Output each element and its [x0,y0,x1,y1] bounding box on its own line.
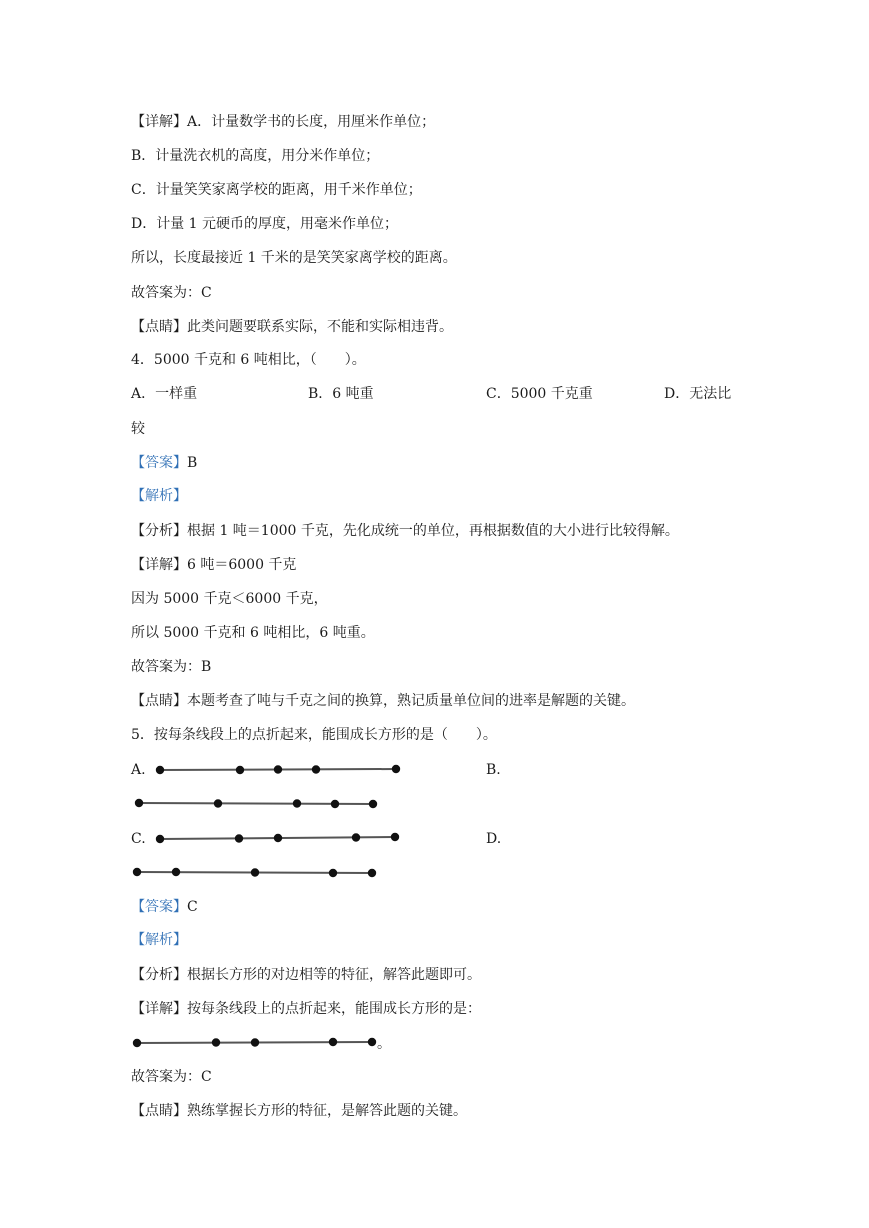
question-4-options [0,384,869,404]
segment-dot [251,1038,259,1046]
q4-answer-value: B [187,455,198,471]
question-5: 5．按每条线段上的点折起来，能围成长方形的是（ ）。 [131,727,497,743]
detail-line-a: 【详解】A．计量数学书的长度，用厘米作单位； [131,114,436,130]
detail-conclusion: 所以，长度最接近 1 千米的是笑笑家离学校的距离。 [131,250,457,266]
segment-dot [135,799,143,807]
segment-dot [133,1039,141,1047]
q4-option-b: B．6 吨重 [308,386,374,402]
answer-tag: 【答案】 [131,455,187,471]
segment-dot [312,765,320,773]
detail-line-d: D．计量 1 元硬币的厚度，用毫米作单位； [131,216,399,232]
tip-line-q3: 【点睛】此类问题要联系实际，不能和实际相违背。 [131,319,453,335]
q4-answer [131,453,197,473]
answer-tag: 【答案】 [131,899,187,915]
segment-dot [251,868,259,876]
q5-option-b-label: B. [486,762,501,778]
q5-final-answer: 故答案为：C [131,1069,212,1085]
segment-dot [133,868,141,876]
q5-analysis-tag: 【解析】 [131,932,187,948]
q5-option-d-label: D. [486,831,502,847]
segment-dot [352,833,360,841]
segment-dot [236,766,244,774]
q4-option-d: D．无法比 [664,386,732,402]
q5-tip: 【点睛】熟练掌握长方形的特征，是解答此题的关键。 [131,1103,467,1119]
q5-option-c-segment [150,830,406,846]
q5-option-a-segment [150,762,406,778]
q4-option-a: A．一样重 [131,386,198,402]
q4-detail-line-2: 因为 5000 千克＜6000 千克， [131,591,328,607]
q5-detail-period: 。 [377,1036,391,1052]
q5-option-d-segment [127,865,383,881]
q5-detail: 【详解】按每条线段上的点折起来，能围成长方形的是： [131,1001,481,1017]
segment-dot [156,835,164,843]
question-4: 4．5000 千克和 6 吨相比，（ ）。 [131,352,366,368]
detail-line-c: C．计量笑笑家离学校的距离，用千米作单位； [131,182,422,198]
segment-dot [156,766,164,774]
segment-dot [329,1038,337,1046]
segment-dot [368,1038,376,1046]
q5-option-b-segment [129,796,385,812]
detail-line-b: B．计量洗衣机的高度，用分米作单位； [131,148,380,164]
q5-detail-segment [127,1035,383,1051]
segment-dot [274,765,282,773]
q4-tip: 【点睛】本题考查了吨与千克之间的换算，熟记质量单位间的进率是解题的关键。 [131,693,635,709]
segment-dot [392,765,400,773]
segment-dot [172,868,180,876]
segment-dot [214,799,222,807]
q4-option-c: C．5000 千克重 [486,386,593,402]
segment-dot [329,869,337,877]
segment-dot [369,800,377,808]
segment-dot [368,869,376,877]
answer-line-q3: 故答案为：C [131,285,212,301]
q5-option-a-label: A. [131,762,146,778]
segment-dot [293,799,301,807]
q4-option-d-wrap: 较 [131,421,145,437]
q5-option-c-label: C. [131,831,146,847]
q4-detail: 【详解】6 吨＝6000 千克 [131,557,297,573]
q5-answer [131,897,198,917]
q4-detail-line-3: 所以 5000 千克和 6 吨相比，6 吨重。 [131,625,375,641]
q4-analysis: 【分析】根据 1 吨＝1000 千克，先化成统一的单位，再根据数值的大小进行比较得解。 [131,523,679,539]
segment-dot [274,834,282,842]
q5-analysis: 【分析】根据长方形的对边相等的特征，解答此题即可。 [131,967,481,983]
segment-dot [235,834,243,842]
q4-analysis-tag: 【解析】 [131,488,187,504]
q5-answer-value: C [187,899,198,915]
q4-final-answer: 故答案为：B [131,659,212,675]
segment-dot [331,800,339,808]
segment-dot [391,833,399,841]
segment-dot [212,1038,220,1046]
